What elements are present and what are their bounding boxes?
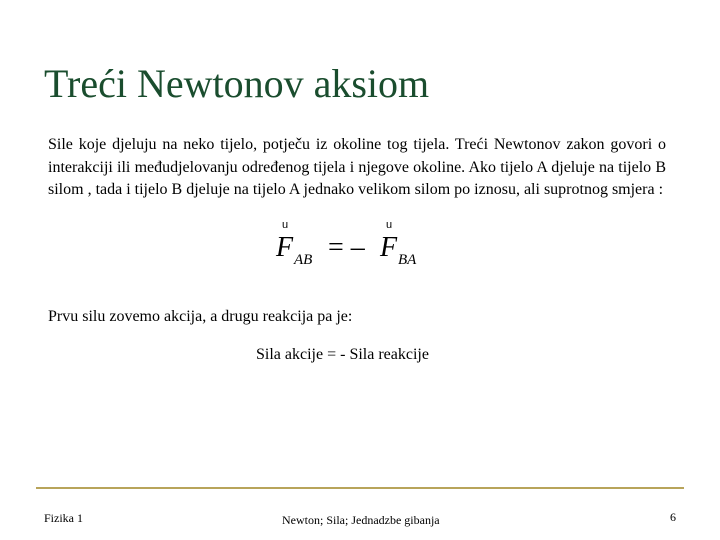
footer-course: Fizika 1	[44, 511, 83, 525]
formula-rhs-symbol: F	[380, 232, 398, 263]
formula-rhs-subscript: BA	[398, 252, 417, 268]
page-number: 6	[670, 510, 676, 524]
action-reaction-equation: Sila akcije = - Sila reakcije	[256, 346, 429, 363]
formula-operator: = –	[328, 232, 365, 263]
formula-lhs-subscript: AB	[294, 252, 313, 268]
formula-vector-mark-lhs: u	[282, 219, 289, 231]
footer-divider	[36, 487, 684, 489]
formula-lhs-symbol: F	[276, 232, 294, 263]
footer-topic: Newton; Sila; Jednadzbe gibanja	[282, 513, 440, 527]
newton-third-law-formula	[272, 214, 432, 274]
slide-title: Treći Newtonov aksiom	[44, 61, 430, 106]
body-paragraph: Sile koje djeluju na neko tijelo, potječu iz okoline tog tijela. Treći Newtonov zakon govori o interakciji ili međudjelovanju određenog tijela i njegove okoline. Ako tijelo A djeluje na tijelo B silom , tada i tijelo B djeluje na tijelo A jednako velikom silom po iznosu, ali suprotnog smjera :	[48, 136, 666, 198]
formula-vector-mark-rhs: u	[386, 219, 393, 231]
action-reaction-sentence: Prvu silu zovemo akcija, a drugu reakcija pa je:	[48, 308, 353, 325]
